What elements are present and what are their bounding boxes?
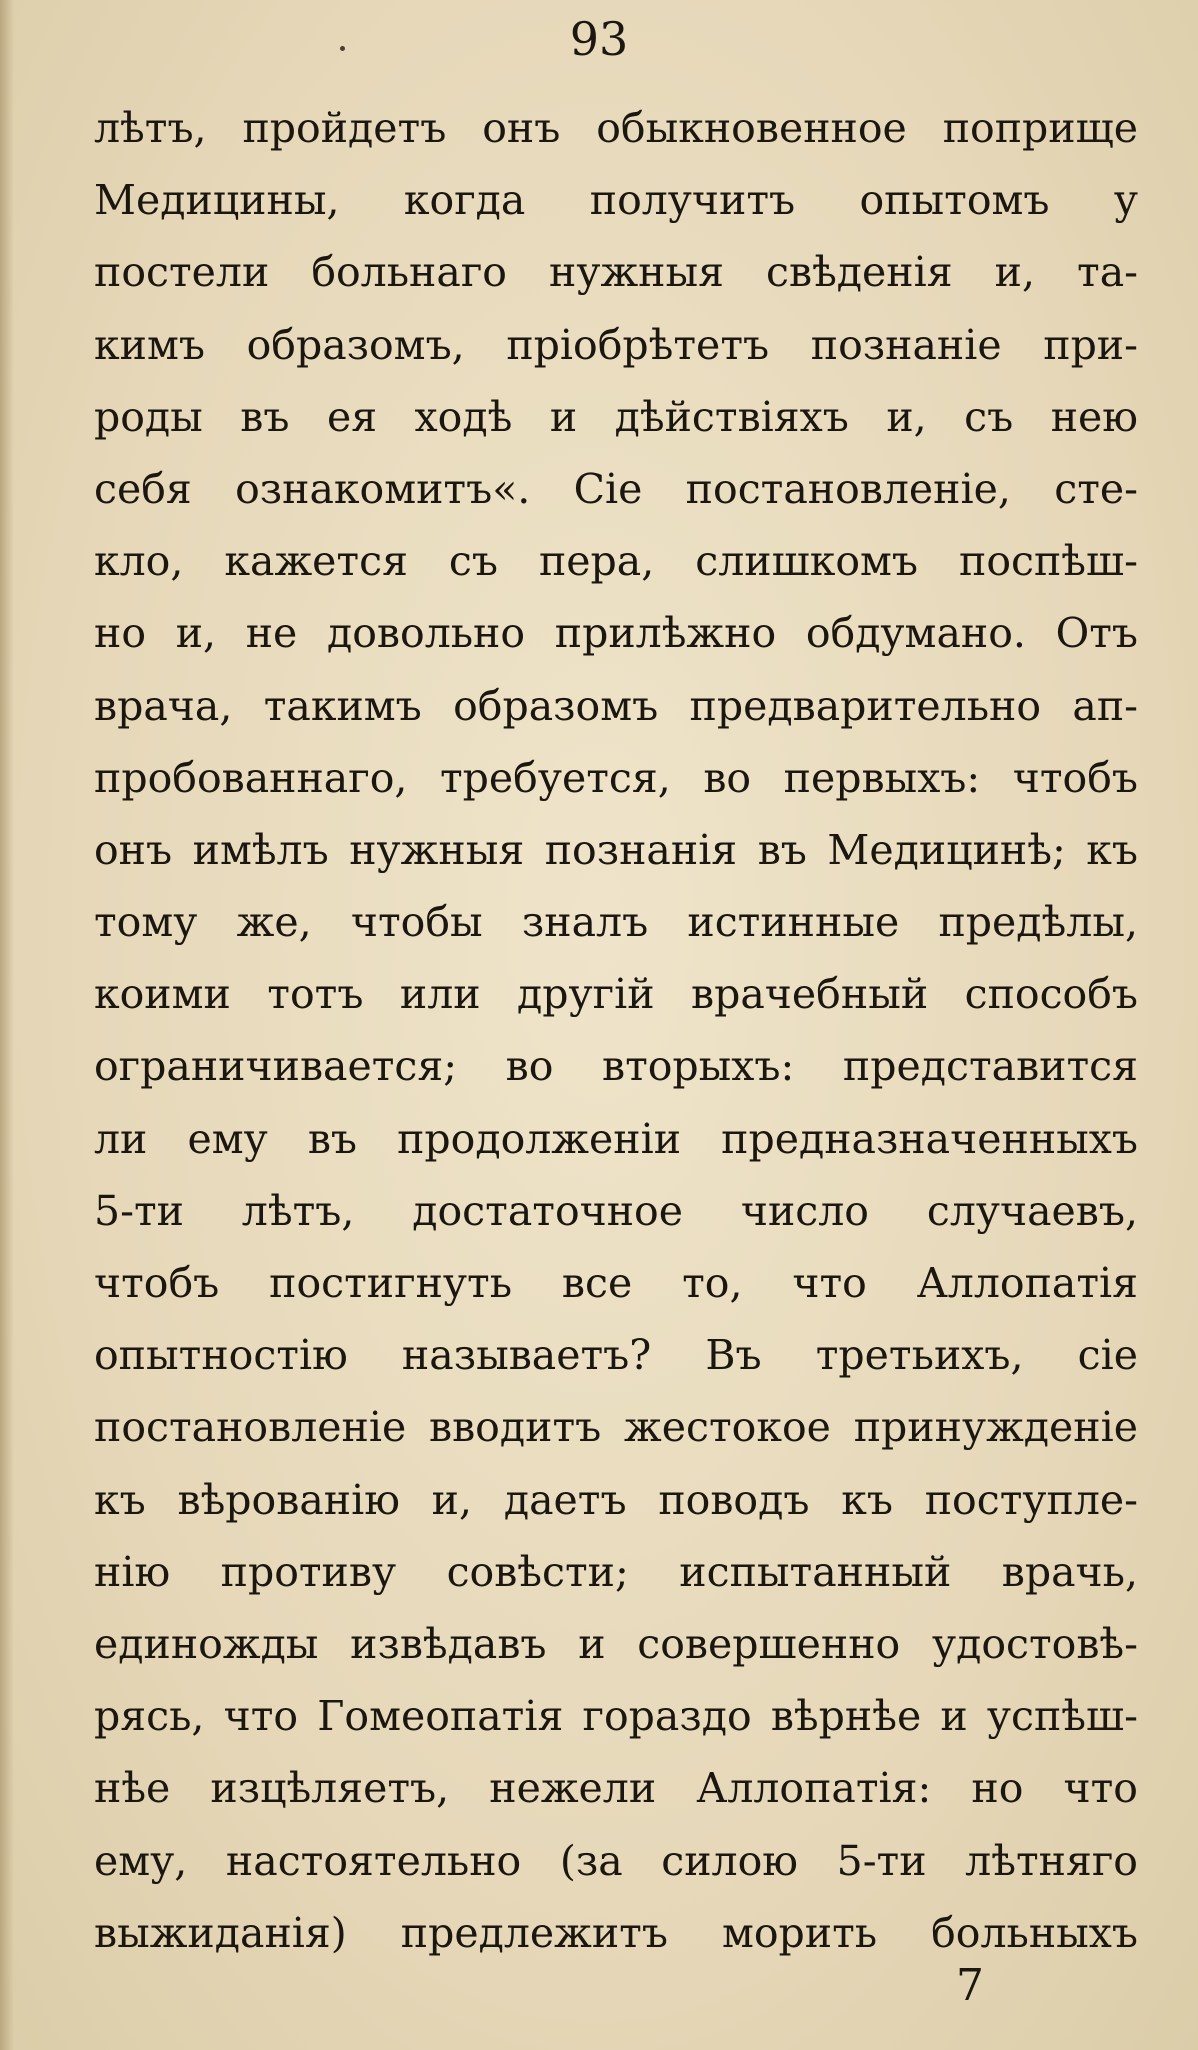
page-number: 93 bbox=[569, 12, 629, 66]
text-line: тому же, чтобы зналъ истинные предѣлы, bbox=[94, 898, 1138, 947]
text-body bbox=[94, 92, 1138, 1969]
text-line: но и, не довольно прилѣжно обдумано. Отъ bbox=[94, 609, 1138, 658]
text-line: нію противу совѣсти; испытанный врачь, bbox=[94, 1547, 1138, 1596]
text-line: врача, такимъ образомъ предварительно ап- bbox=[94, 681, 1138, 730]
text-line: ему, настоятельно (за силою 5-ти лѣтняго bbox=[94, 1836, 1138, 1885]
text-line: пробованнаго, требуется, во первыхъ: чтобъ bbox=[94, 753, 1138, 802]
text-line: опытностію называетъ? Въ третьихъ, сіе bbox=[94, 1331, 1138, 1380]
text-line: роды въ ея ходѣ и дѣйствіяхъ и, съ нею bbox=[94, 392, 1138, 441]
text-line: единожды извѣдавъ и совершенно удостовѣ- bbox=[94, 1619, 1138, 1668]
text-line: нѣе изцѣляетъ, нежели Аллопатія: но что bbox=[94, 1764, 1138, 1813]
text-line: 5-ти лѣтъ, достаточное число случаевъ, bbox=[94, 1186, 1138, 1235]
text-line: коими тотъ или другій врачебный способъ bbox=[94, 970, 1138, 1019]
text-line: къ вѣрованію и, даетъ поводъ къ поступле- bbox=[94, 1475, 1138, 1524]
text-line: себя ознакомитъ«. Сіе постановленіе, сте- bbox=[94, 464, 1138, 513]
text-line: Медицины, когда получитъ опытомъ у bbox=[94, 176, 1138, 225]
text-line: кимъ образомъ, пріобрѣтетъ познаніе при- bbox=[94, 320, 1138, 369]
text-line: постели больнаго нужныя свѣденія и, та- bbox=[94, 248, 1138, 297]
signature-mark: 7 bbox=[956, 1960, 984, 2011]
text-line: ли ему въ продолженіи предназначенныхъ bbox=[94, 1114, 1138, 1163]
text-line: кло, кажется съ пера, слишкомъ поспѣш- bbox=[94, 537, 1138, 586]
text-line: онъ имѣлъ нужныя познанія въ Медицинѣ; къ bbox=[94, 825, 1138, 874]
text-line: чтобъ постигнуть все то, что Аллопатія bbox=[94, 1259, 1138, 1307]
text-line: рясь, что Гомеопатія гораздо вѣрнѣе и успѣш- bbox=[94, 1692, 1138, 1741]
text-line: выжиданія) предлежитъ морить больныхъ bbox=[94, 1908, 1138, 1957]
text-line: лѣтъ, пройдетъ онъ обыкновенное поприще bbox=[94, 104, 1138, 152]
text-line: постановленіе вводитъ жестокое принужденіе bbox=[94, 1403, 1138, 1452]
text-line: ограничивается; во вторыхъ: представится bbox=[94, 1042, 1138, 1091]
page-edge-shadow bbox=[0, 0, 14, 2050]
